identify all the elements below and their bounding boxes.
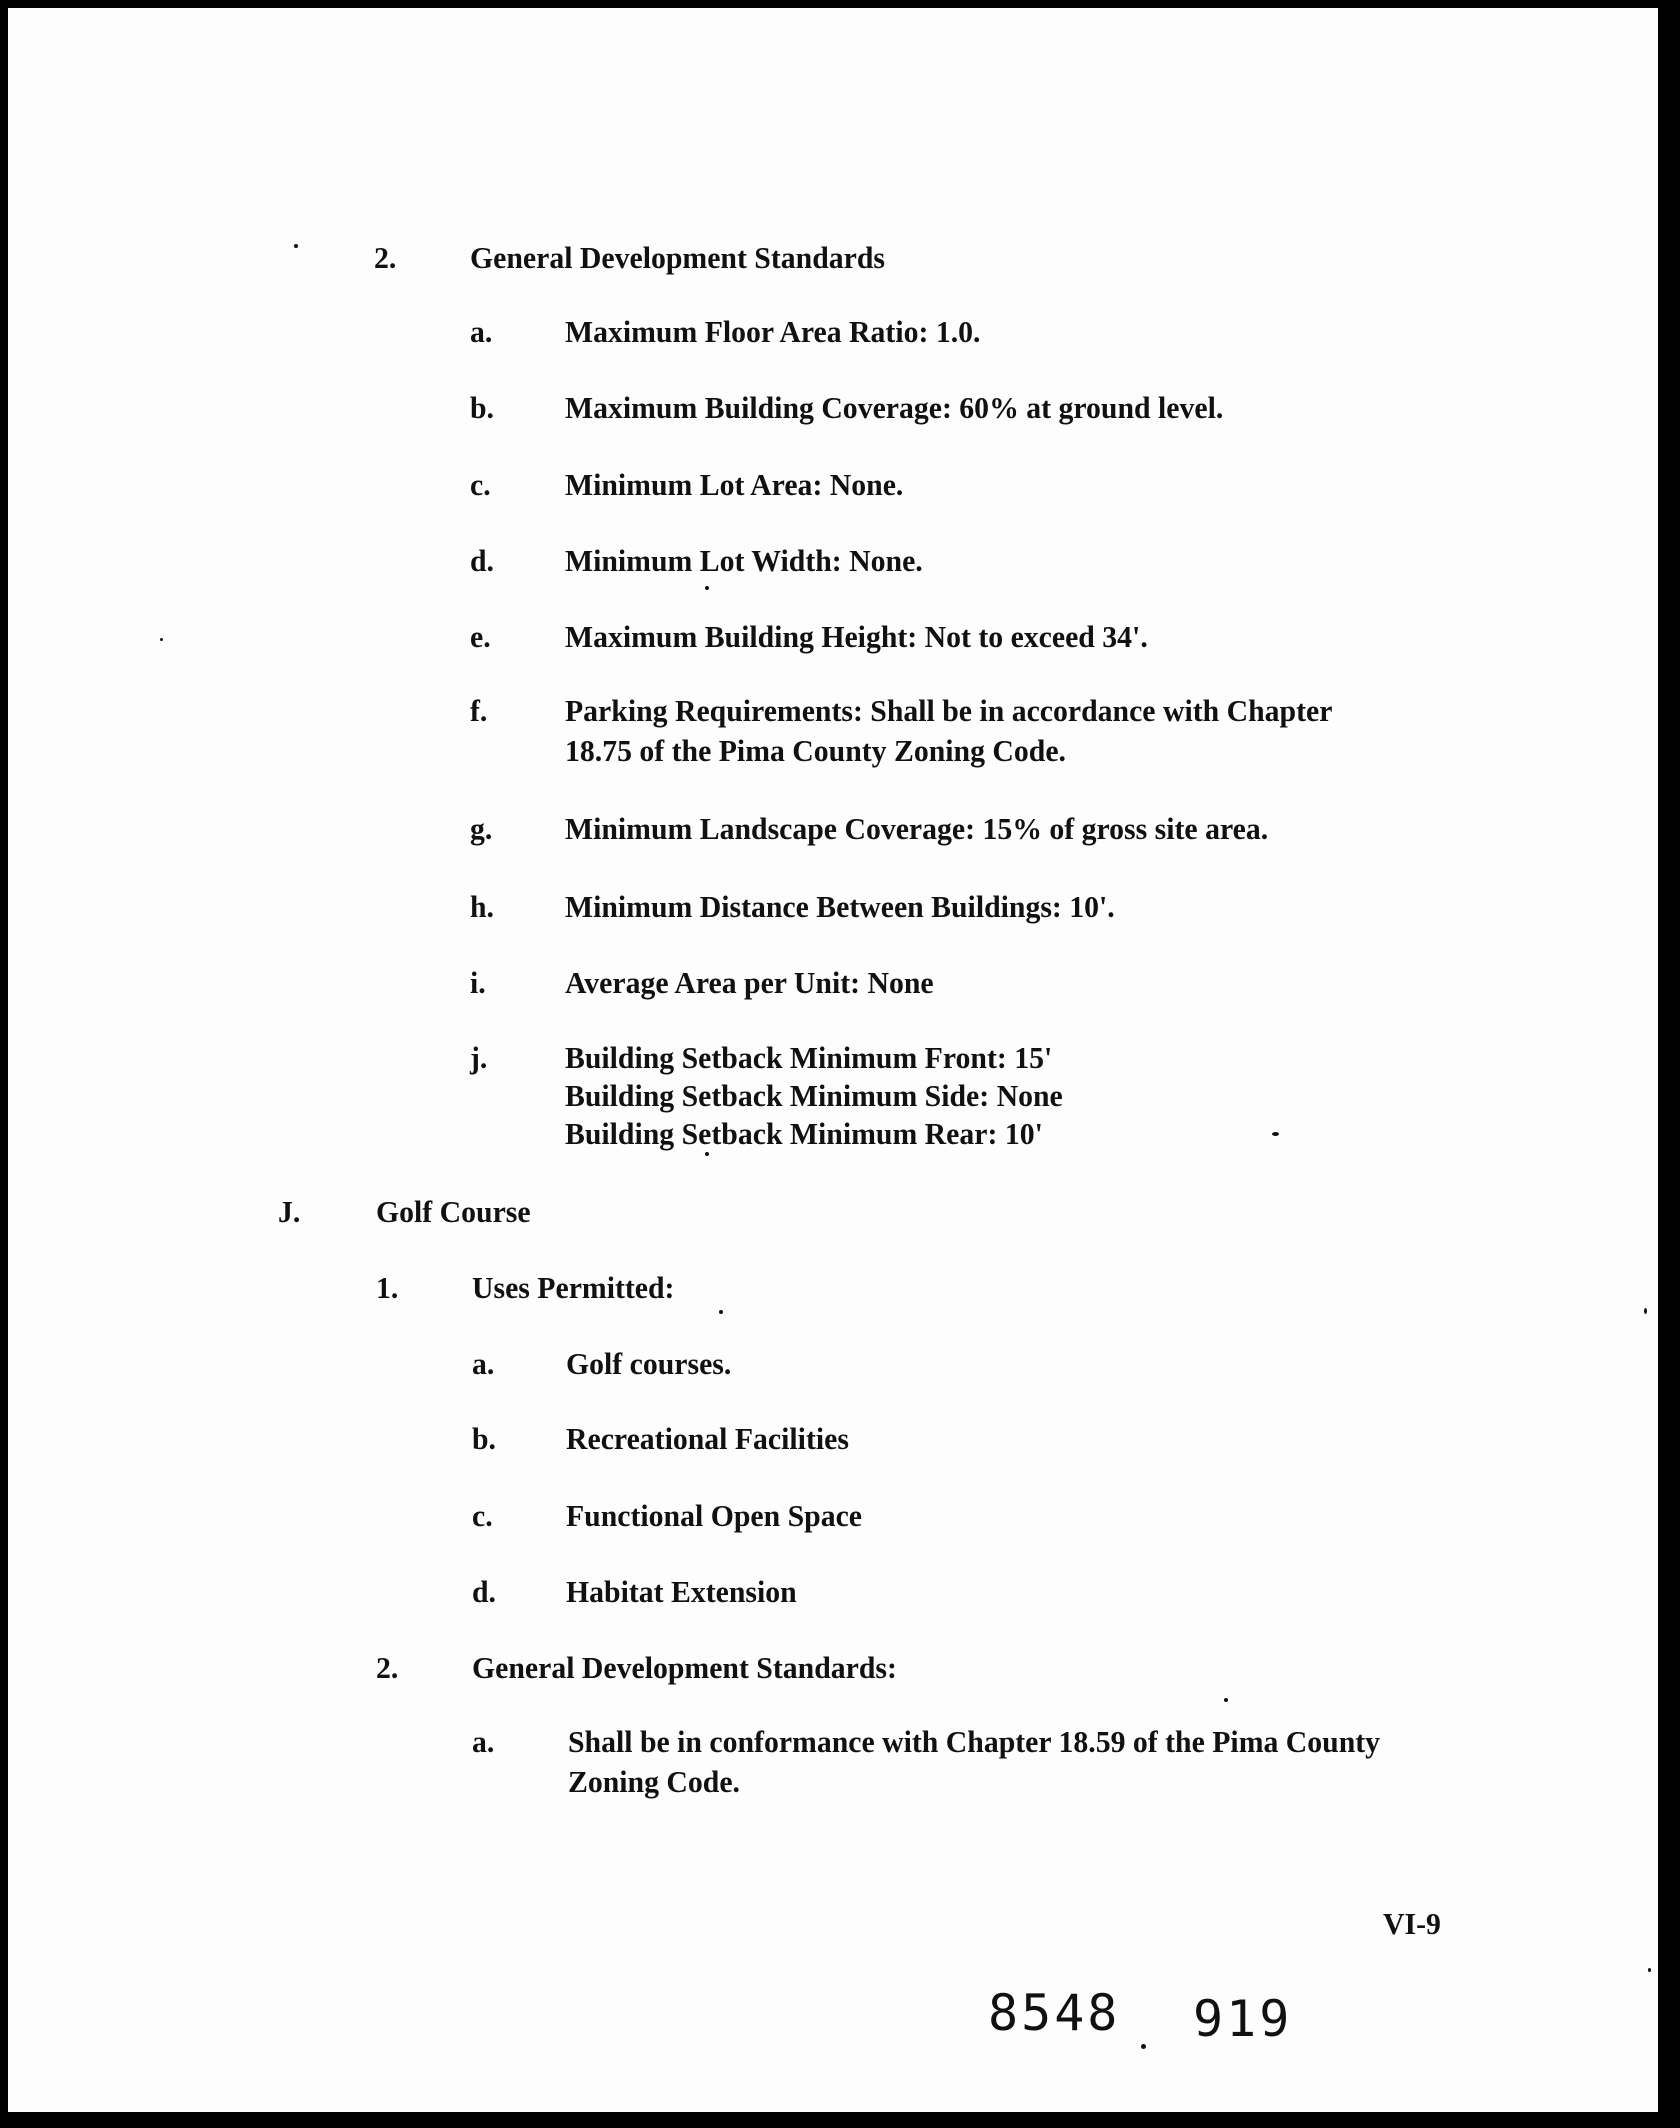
item-text: Habitat Extension	[566, 1574, 797, 1609]
section-title: General Development Standards	[470, 240, 885, 275]
item-letter: d.	[470, 543, 494, 578]
item-text: Parking Requirements: Shall be in accordance with Chapter	[565, 693, 1333, 728]
item-letter: f.	[470, 693, 488, 728]
item-letter: g.	[470, 811, 493, 846]
item-text-line2: Building Setback Minimum Side: None	[565, 1078, 1063, 1113]
section-number: 2.	[374, 240, 397, 275]
item-letter: a.	[470, 314, 493, 349]
item-letter: d.	[472, 1574, 496, 1609]
item-letter: c.	[472, 1498, 493, 1533]
item-text: Average Area per Unit: None	[565, 965, 934, 1000]
item-text: Recreational Facilities	[566, 1421, 849, 1456]
item-text-line2: Zoning Code.	[568, 1764, 741, 1799]
item-text: Maximum Building Coverage: 60% at ground level.	[565, 390, 1224, 425]
item-letter: a.	[472, 1724, 495, 1759]
doc-number-left: 8548	[988, 1984, 1121, 2042]
section-title: Golf Course	[376, 1194, 531, 1229]
scan-speck	[1272, 1132, 1279, 1136]
item-text: Maximum Building Height: Not to exceed 34'.	[565, 619, 1148, 654]
item-text: Functional Open Space	[566, 1498, 862, 1533]
item-letter: a.	[472, 1346, 495, 1381]
scan-speck	[1648, 1968, 1651, 1972]
item-letter: c.	[470, 467, 491, 502]
item-letter: b.	[472, 1421, 496, 1456]
subsection-number: 1.	[376, 1270, 399, 1305]
section-letter: J.	[278, 1194, 301, 1229]
item-letter: b.	[470, 390, 494, 425]
item-text-line2: 18.75 of the Pima County Zoning Code.	[565, 733, 1066, 768]
document-page	[8, 8, 1658, 2112]
subsection-title: Uses Permitted:	[472, 1270, 675, 1305]
scan-speck	[160, 638, 163, 641]
doc-number-right: 919	[1193, 1990, 1293, 2048]
item-letter: i.	[470, 965, 486, 1000]
item-text: Shall be in conformance with Chapter 18.59 of the Pima County	[568, 1724, 1381, 1759]
scan-speck	[705, 1152, 709, 1156]
scan-speck	[1141, 2044, 1146, 2049]
scan-speck	[294, 244, 298, 248]
item-text: Minimum Landscape Coverage: 15% of gross site area.	[565, 811, 1269, 846]
item-text-line3: Building Setback Minimum Rear: 10'	[565, 1116, 1043, 1151]
item-letter: h.	[470, 889, 494, 924]
item-text: Minimum Lot Width: None.	[565, 543, 923, 578]
item-text: Golf courses.	[566, 1346, 732, 1381]
item-letter: j.	[470, 1040, 488, 1075]
page-label: VI-9	[1383, 1906, 1441, 1941]
item-text: Minimum Distance Between Buildings: 10'.	[565, 889, 1115, 924]
scan-speck	[719, 1310, 723, 1314]
item-text: Minimum Lot Area: None.	[565, 467, 904, 502]
item-text: Maximum Floor Area Ratio: 1.0.	[565, 314, 981, 349]
scan-speck	[705, 586, 709, 590]
item-letter: e.	[470, 619, 491, 654]
item-text: Building Setback Minimum Front: 15'	[565, 1040, 1053, 1075]
subsection-title: General Development Standards:	[472, 1650, 897, 1685]
subsection-number: 2.	[376, 1650, 399, 1685]
scan-speck	[1644, 1308, 1647, 1314]
scan-speck	[1224, 1698, 1228, 1702]
